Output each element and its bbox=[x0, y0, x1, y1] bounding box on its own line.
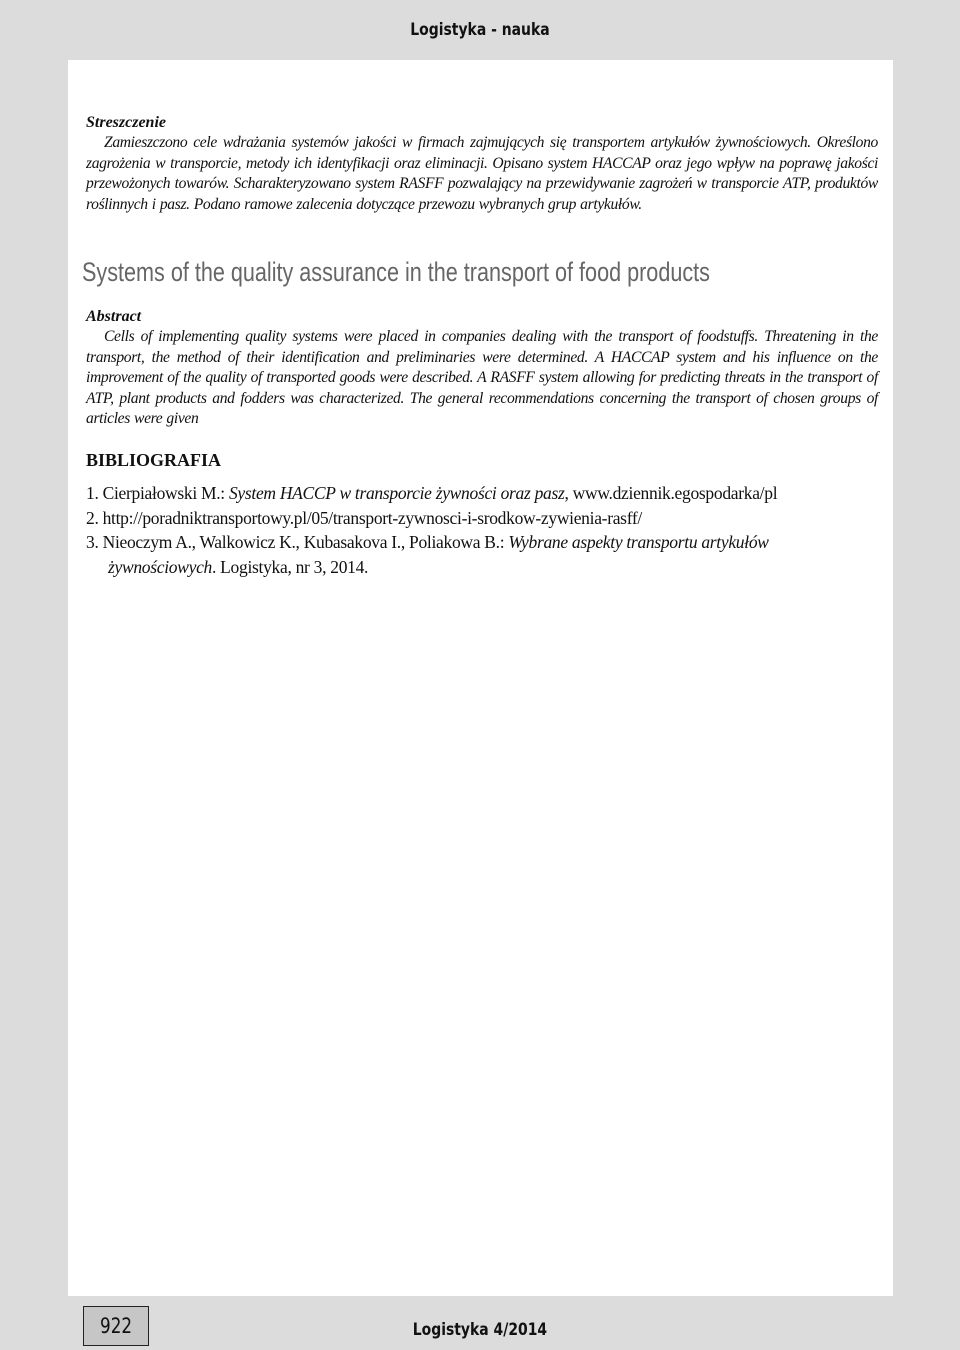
item-source: , www.dziennik.egospodarka/pl bbox=[564, 483, 778, 503]
item-authors: Cierpiałowski M.: bbox=[102, 483, 229, 503]
streszczenie-text: Zamieszczono cele wdrażania systemów jakości w firmach zajmujących się transportem artykułów żywnościowych. Określono zagrożenia w transporcie, metody ich identyfikacji oraz eliminacji. Opisano system HACCAP oraz jego wpływ na poprawę jakości przewożonych towarów. Scharakteryzowano system RASFF pozwalający na przewidywanie zagrożeń w transporcie ATP, produktów roślinnych i pasz. Podano ramowe zalecenia dotyczące przewozu wybranych grup artykułów. bbox=[86, 134, 878, 213]
item-source: . Logistyka, nr 3, 2014. bbox=[212, 556, 369, 577]
item-number: 2. bbox=[86, 507, 99, 528]
item-title: Wybrane aspekty transportu artykułów żywnościowych bbox=[108, 532, 769, 577]
item-title: System HACCP w transporcie żywności oraz pasz bbox=[228, 483, 565, 503]
item-number: 1. bbox=[86, 483, 99, 503]
abstract-heading: Abstract bbox=[86, 308, 142, 325]
page-sheet bbox=[68, 60, 893, 1296]
journal-issue: Logistyka 4/2014 bbox=[412, 1320, 548, 1340]
bibliography-list bbox=[86, 481, 878, 579]
bibliography-heading: BIBLIOGRAFIA bbox=[86, 450, 222, 470]
bibliography-section bbox=[86, 450, 878, 579]
footer-journal bbox=[0, 1320, 960, 1340]
bibliography-item bbox=[86, 530, 878, 579]
item-authors: Nieoczym A., Walkowicz K., Kubasakova I., Poliakowa B.: bbox=[102, 532, 509, 552]
bibliography-item bbox=[86, 506, 878, 531]
running-header bbox=[0, 20, 960, 40]
streszczenie-heading: Streszczenie bbox=[86, 114, 166, 131]
item-number: 3. bbox=[86, 532, 99, 552]
streszczenie-section bbox=[86, 113, 878, 215]
abstract-section bbox=[86, 307, 878, 430]
item-url[interactable]: http://poradniktransportowy.pl/05/transport-zywnosci-i-srodkow-zywienia-rasff/ bbox=[102, 507, 642, 528]
bibliography-item bbox=[86, 481, 878, 506]
running-header-text: Logistyka - nauka bbox=[410, 20, 550, 40]
abstract-text: Cells of implementing quality systems were placed in companies dealing with the transport of foodstuffs. Threatening in the transport, the method of their identification and preliminaries were determined. A HACCAP system and his influence on the improvement of the quality of transported goods were described. A RASFF system allowing for predicting threats in the transport of ATP, plant products and fodders was characterized. The general recommendations concerning the transport of chosen groups of articles were given bbox=[86, 328, 878, 428]
page-number: 922 bbox=[99, 1314, 133, 1338]
english-title: Systems of the quality assurance in the transport of food products bbox=[82, 257, 710, 287]
